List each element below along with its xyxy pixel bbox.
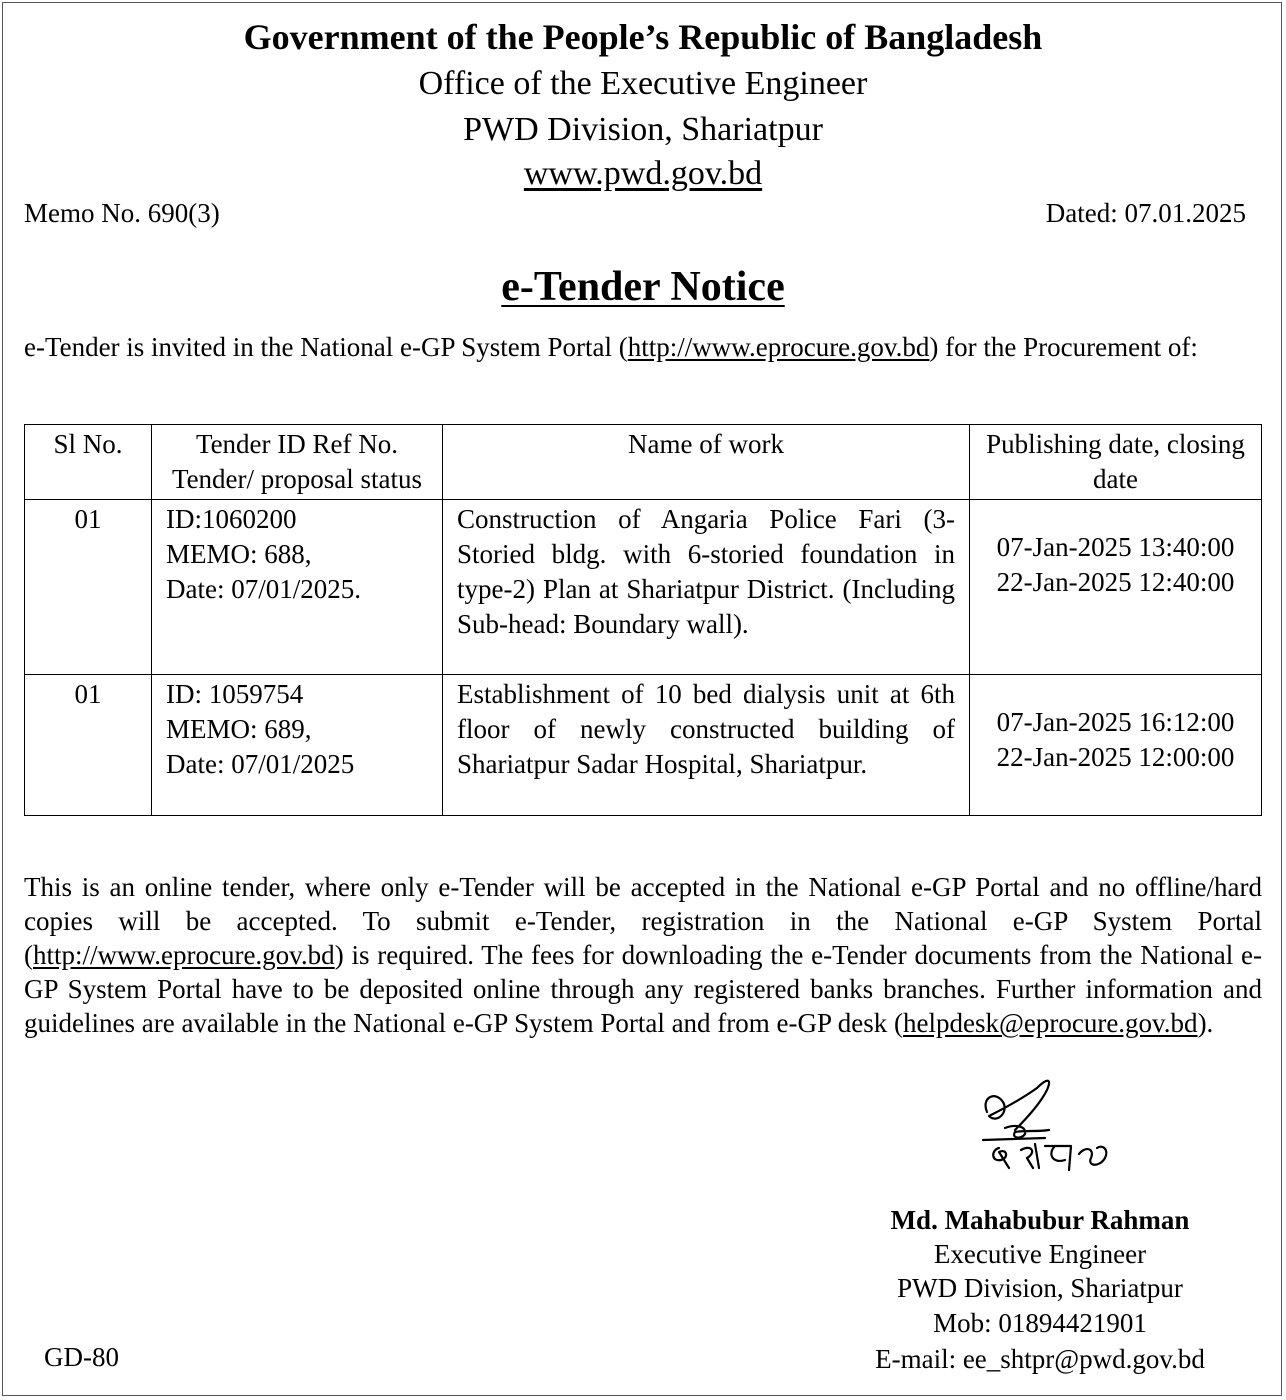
tender-memo: MEMO: 688, [166, 539, 312, 569]
office-heading: Office of the Executive Engineer [418, 65, 868, 102]
table-header-row [25, 425, 1262, 500]
row-tender-ref [152, 500, 443, 675]
publishing-date: 07-Jan-2025 16:12:00 [996, 707, 1235, 737]
tender-date: Date: 07/01/2025 [166, 749, 355, 779]
signatory-division: PWD Division, Shariatpur [897, 1273, 1183, 1303]
website-link[interactable]: www.pwd.gov.bd [523, 155, 763, 192]
row-tender-ref [152, 675, 443, 816]
row-sl: 01 [25, 500, 152, 675]
table-row [25, 675, 1262, 816]
header-work: Name of work [443, 425, 970, 500]
signatory-email[interactable]: E-mail: ee_shtpr@pwd.gov.bd [875, 1344, 1205, 1374]
row-work: Establishment of 10 bed dialysis unit at 6th floor of newly constructed building of Shariatpur Sadar Hospital, Shariatpur. [443, 675, 970, 816]
signatory-name: Md. Mahabubur Rahman [890, 1205, 1190, 1235]
header-dates: Publishing date, closing date [970, 425, 1262, 500]
body-part3: ). [1197, 1008, 1214, 1038]
row-dates [970, 675, 1262, 816]
memo-date: Dated: 07.01.2025 [1045, 198, 1246, 228]
closing-date: 22-Jan-2025 12:40:00 [996, 567, 1235, 597]
division-heading: PWD Division, Shariatpur [463, 111, 823, 148]
tender-date: Date: 07/01/2025. [166, 574, 361, 604]
row-sl: 01 [25, 675, 152, 816]
signatory-mobile: Mob: 01894421901 [933, 1308, 1147, 1338]
intro-after: ) for the Procurement of: [929, 332, 1198, 362]
body-part1: This is an online tender, where only e-Tender will be accepted in the National e-GP Portal and no offline/hard copies will be accepted. To submit e-Tender, registration in the National e-GP System Portal ( [24, 872, 1262, 970]
helpdesk-email-link[interactable]: helpdesk@eprocure.gov.bd [903, 1008, 1198, 1038]
footer-code: GD-80 [44, 1342, 119, 1372]
government-heading: Government of the People’s Republic of Bangladesh [243, 17, 1043, 57]
tender-table [24, 424, 1262, 816]
body-part2: ) is required. The fees for downloading the e-Tender documents from the National e-GP System Portal have to be deposited online through any registered banks branches. Further information and guidelines are available in the National e-GP System Portal and from e-GP desk ( [24, 940, 1262, 1038]
row-dates [970, 500, 1262, 675]
signature-image [975, 1068, 1135, 1188]
tender-memo: MEMO: 689, [166, 714, 312, 744]
header-sl: Sl No. [25, 425, 152, 500]
signatory-title: Executive Engineer [933, 1239, 1147, 1269]
intro-before: e-Tender is invited in the National e-GP System Portal ( [24, 332, 628, 362]
website-line [0, 152, 1286, 196]
header-tender-id: Tender ID Ref No. Tender/ proposal status [152, 425, 443, 500]
closing-date: 22-Jan-2025 12:00:00 [996, 742, 1235, 772]
instructions-paragraph [24, 870, 1262, 1040]
eprocure-link-body[interactable]: http://www.eprocure.gov.bd [33, 940, 335, 970]
notice-title [0, 262, 1286, 312]
memo-number: Memo No. 690(3) [24, 198, 220, 228]
notice-title-text: e-Tender Notice [501, 264, 785, 310]
tender-id: ID:1060200 [166, 504, 297, 534]
row-work: Construction of Angaria Police Fari (3-Storied bldg. with 6-storied foundation in type-2) Plan at Shariatpur District. (Including Sub-head: Boundary wall). [443, 500, 970, 675]
table-row [25, 500, 1262, 675]
tender-id: ID: 1059754 [166, 679, 304, 709]
intro-paragraph [24, 330, 1262, 364]
eprocure-link[interactable]: http://www.eprocure.gov.bd [627, 332, 930, 362]
publishing-date: 07-Jan-2025 13:40:00 [996, 532, 1235, 562]
